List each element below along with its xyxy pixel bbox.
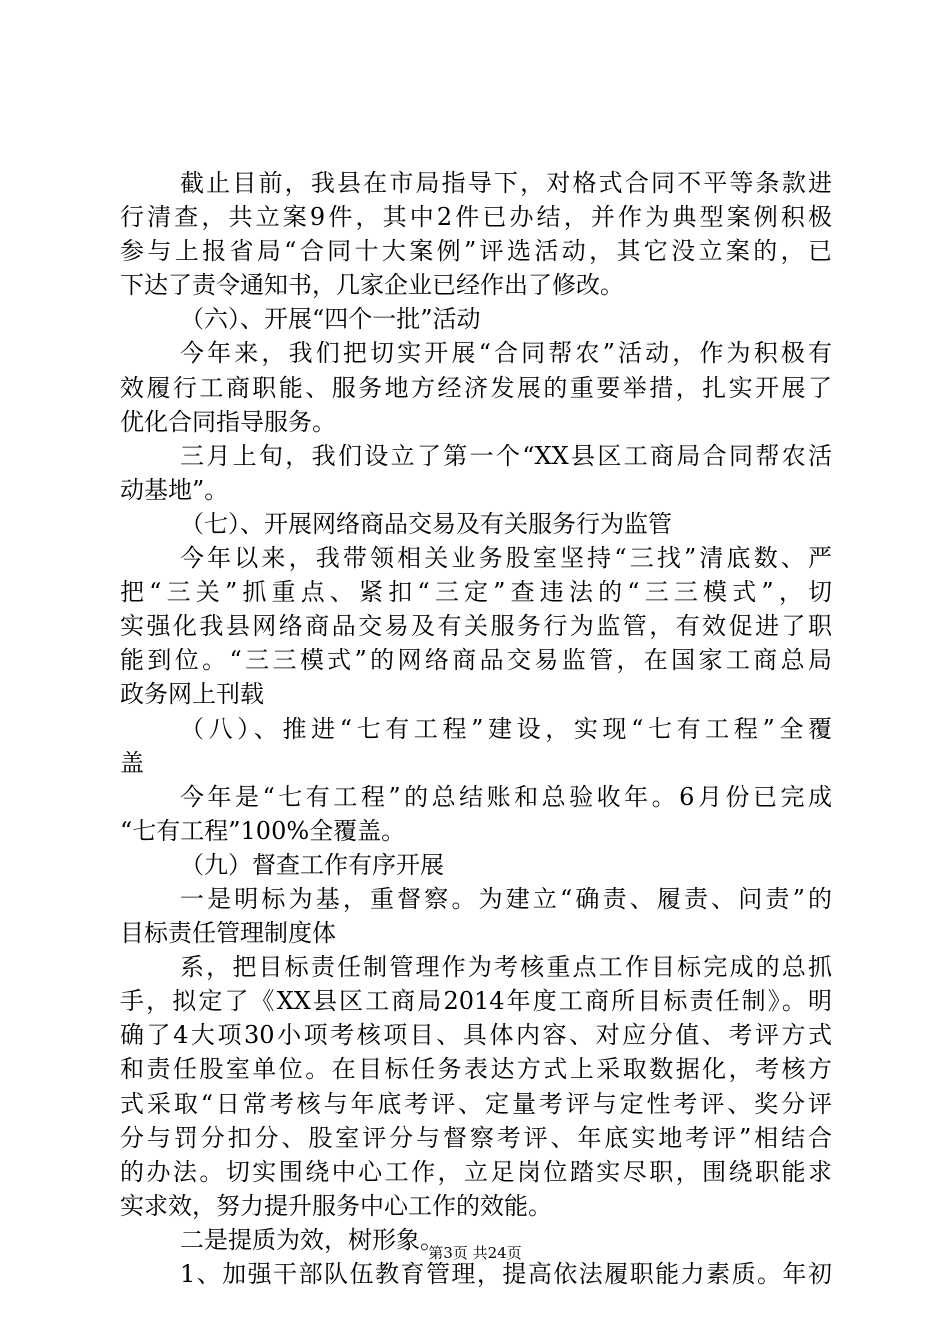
paragraph-line: 和责任股室单位。在目标任务表达方式上采取数据化，考核方 <box>120 1055 832 1084</box>
page-footer <box>0 1243 950 1263</box>
paragraph-line: 系，把目标责任制管理作为考核重点工作目标完成的总抓 <box>180 953 832 982</box>
section-heading: （六）、开展“四个一批”活动 <box>180 305 481 334</box>
paragraph-line: 动基地”。 <box>120 475 229 504</box>
page-number-label: 第3页 共24页 <box>428 1244 522 1262</box>
paragraph-line: 实强化我县网络商品交易及有关服务行为监管，有效促进了职 <box>120 612 832 641</box>
paragraph-line: 今年以来，我带领相关业务股室坚持“三找”清底数、严 <box>180 544 832 573</box>
paragraph-line: 行清查，共立案9件，其中2件已办结，并作为典型案例积极 <box>120 203 832 232</box>
section-heading: （九）督查工作有序开展 <box>180 850 444 879</box>
paragraph-line: 参与上报省局“合同十大案例”评选活动，其它没立案的，已 <box>120 237 832 266</box>
paragraph-line: 1、加强干部队伍教育管理，提高依法履职能力素质。年初 <box>180 1260 832 1288</box>
paragraph-line: 一是明标为基，重督察。为建立“确责、履责、问责”的 <box>180 884 832 913</box>
section-heading: （八）、推进“七有工程”建设，实现“七有工程”全覆 <box>180 714 832 743</box>
paragraph-line: 效履行工商职能、服务地方经济发展的重要举措，扎实开展了 <box>120 373 832 402</box>
paragraph-line: 分与罚分扣分、股室评分与督察考评、年底实地考评”相结合 <box>120 1123 832 1152</box>
paragraph-line: 的办法。切实围绕中心工作，立足岗位踏实尽职，围绕职能求 <box>120 1157 832 1186</box>
paragraph-line: “七有工程”100%全覆盖。 <box>120 816 406 845</box>
paragraph-line: 式采取“日常考核与年底考评、定量考评与定性考评、奖分评 <box>120 1089 832 1118</box>
paragraph-line: 今年来，我们把切实开展“合同帮农”活动，作为积极有 <box>180 339 832 368</box>
section-heading: 盖 <box>120 748 144 777</box>
paragraph-line: 今年是“七有工程”的总结账和总验收年。6月份已完成 <box>180 782 832 811</box>
section-heading: （七）、开展网络商品交易及有关服务行为监管 <box>180 509 672 538</box>
paragraph-line: 能到位。“三三模式”的网络商品交易监管，在国家工商总局 <box>120 646 832 675</box>
paragraph-line: 三月上旬，我们设立了第一个“XX县区工商局合同帮农活 <box>180 441 832 470</box>
document-body <box>120 166 832 1291</box>
paragraph-line: 下达了责令通知书，几家企业已经作出了修改。 <box>120 271 624 300</box>
paragraph-line: 实求效，努力提升服务中心工作的效能。 <box>120 1191 552 1220</box>
paragraph-line: 目标责任管理制度体 <box>120 919 336 948</box>
paragraph-line: 确了4大项30小项考核项目、具体内容、对应分值、考评方式 <box>120 1021 832 1050</box>
paragraph-line: 手，拟定了《XX县区工商局2014年度工商所目标责任制》。明 <box>120 987 832 1016</box>
paragraph-line: 优化合同指导服务。 <box>120 407 336 436</box>
paragraph-line: 截止目前，我县在市局指导下，对格式合同不平等条款进 <box>180 169 832 197</box>
paragraph-line: 政务网上刊载 <box>120 680 264 709</box>
paragraph-line: 二是提质为效，树形象。 <box>180 1225 444 1254</box>
paragraph-line: 把“三关”抓重点、紧扣“三定”查违法的“三三模式”，切 <box>120 578 832 607</box>
